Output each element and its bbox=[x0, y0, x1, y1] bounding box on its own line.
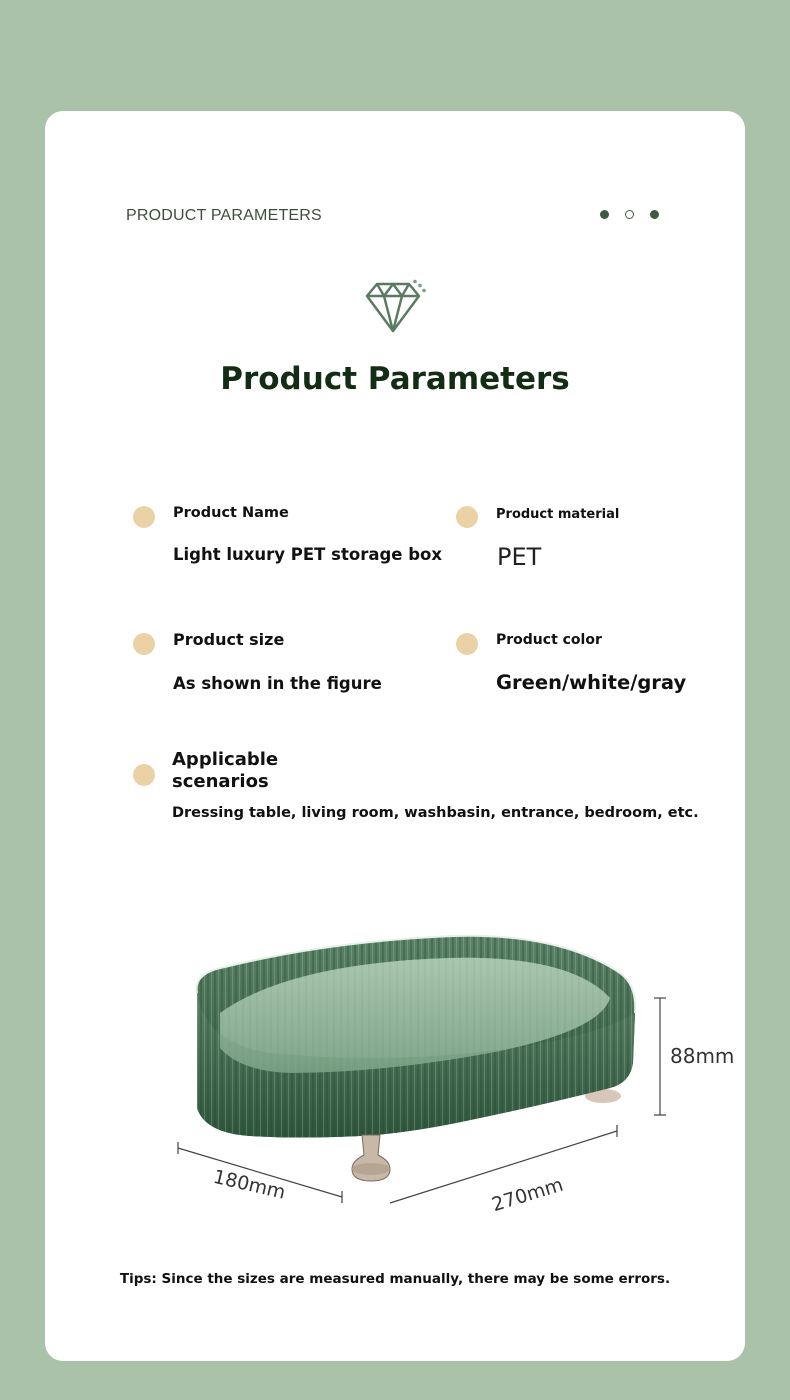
dot-filled bbox=[650, 210, 659, 219]
section-label: PRODUCT PARAMETERS bbox=[126, 207, 322, 224]
bullet-dot bbox=[133, 506, 155, 528]
param-label: Product Name bbox=[173, 505, 289, 521]
storage-box-illustration bbox=[130, 903, 735, 1217]
param-value: As shown in the figure bbox=[173, 674, 382, 693]
box-foot-front-base bbox=[352, 1163, 390, 1175]
length-label: 270mm bbox=[489, 1173, 566, 1217]
parameters-card bbox=[45, 111, 745, 1361]
param-label: Product size bbox=[173, 630, 285, 649]
param-value: Green/white/gray bbox=[496, 671, 687, 694]
dot-hollow bbox=[625, 210, 634, 219]
param-label: Product material bbox=[496, 507, 620, 522]
param-label-line2: scenarios bbox=[172, 771, 269, 792]
width-label: 180mm bbox=[211, 1165, 288, 1204]
bullet-dot bbox=[456, 506, 478, 528]
dot-filled bbox=[600, 210, 609, 219]
bullet-dot bbox=[133, 633, 155, 655]
carousel-dots bbox=[600, 210, 659, 219]
param-value: Light luxury PET storage box bbox=[173, 545, 443, 564]
param-label-line1: Applicable bbox=[172, 749, 279, 770]
diamond-icon bbox=[363, 279, 429, 337]
param-label: Product color bbox=[496, 632, 602, 648]
bullet-dot bbox=[133, 764, 155, 786]
param-value: Dressing table, living room, washbasin, entrance, bedroom, etc. bbox=[172, 805, 699, 821]
page-title: Product Parameters bbox=[220, 361, 570, 397]
height-label: 88mm bbox=[670, 1044, 735, 1068]
bullet-dot bbox=[456, 633, 478, 655]
tips-note: Tips: Since the sizes are measured manually, there may be some errors. bbox=[119, 1271, 671, 1287]
param-value: PET bbox=[497, 543, 542, 571]
